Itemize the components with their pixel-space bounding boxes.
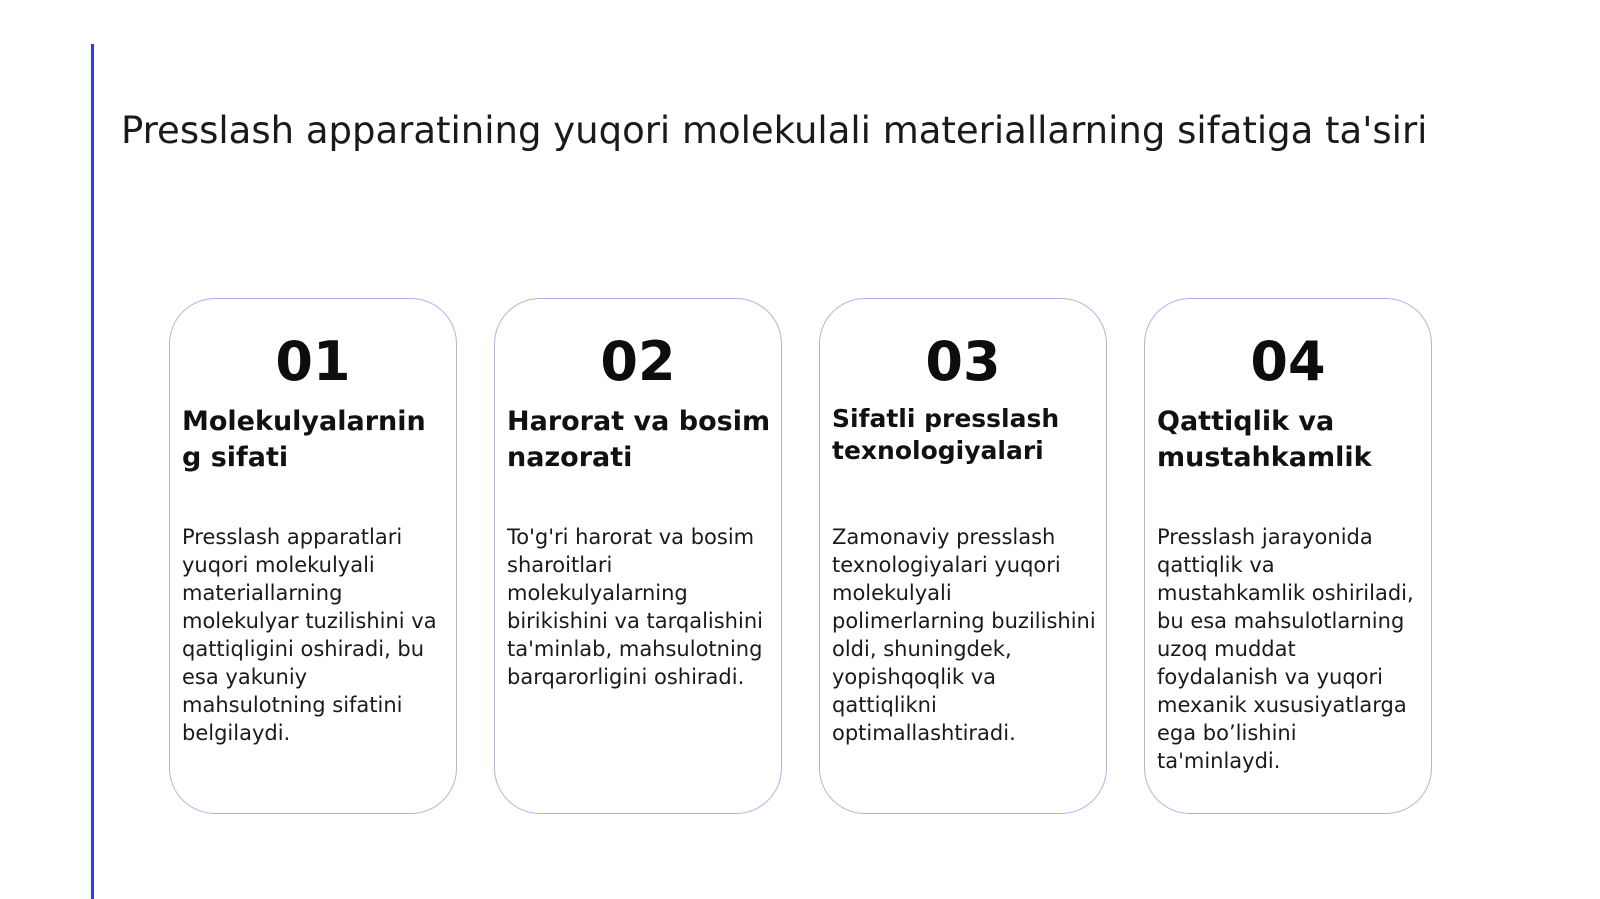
card-heading	[1157, 404, 1423, 476]
card-heading	[832, 403, 1098, 467]
card-2	[494, 298, 782, 814]
accent-line	[91, 44, 94, 899]
card-heading-line2: g sifati	[182, 442, 289, 473]
card-heading-line1: Qattiqlik va	[1157, 406, 1335, 437]
card-number: 01	[275, 330, 351, 393]
card-heading-line1: Molekulyalarnin	[182, 406, 426, 437]
card-number: 03	[925, 330, 1001, 393]
card-body: To'g'ri harorat va bosim sharoitlari molekulyalarning birikishini va tarqalishini ta'minlab, mahsulotning barqarorligini oshiradi.	[507, 525, 763, 689]
card-heading	[182, 404, 448, 476]
card-heading-line1: Sifatli presslash	[832, 404, 1060, 433]
card-body: Zamonaviy presslash texnologiyalari yuqori molekulyali polimerlarning buzilishini oldi, shuningdek, yopishqoqlik va qattiqlikni optimallashtiradi.	[832, 525, 1096, 745]
card-heading-line1: Harorat va bosim	[507, 406, 771, 437]
card-4	[1144, 298, 1432, 814]
card-number: 02	[600, 330, 676, 393]
card-1	[169, 298, 457, 814]
card-body: Presslash apparatlari yuqori molekulyali materiallarning molekulyar tuzilishini va qattiqligini oshiradi, bu esa yakuniy mahsulotning sifatini belgilaydi.	[182, 525, 437, 745]
card-heading-line2: texnologiyalari	[832, 436, 1044, 465]
card-heading	[507, 404, 773, 476]
card-3	[819, 298, 1107, 814]
card-heading-line2: nazorati	[507, 442, 633, 473]
card-number: 04	[1250, 330, 1326, 393]
page-title: Presslash apparatining yuqori molekulali materiallarning sifatiga ta'siri	[121, 109, 1428, 152]
card-heading-line2: mustahkamlik	[1157, 442, 1372, 473]
card-body: Presslash jarayonida qattiqlik va mustahkamlik oshiriladi, bu esa mahsulotlarning uzoq muddat foydalanish va yuqori mexanik xususiyatlarga ega bo’lishini ta'minlaydi.	[1157, 525, 1414, 773]
